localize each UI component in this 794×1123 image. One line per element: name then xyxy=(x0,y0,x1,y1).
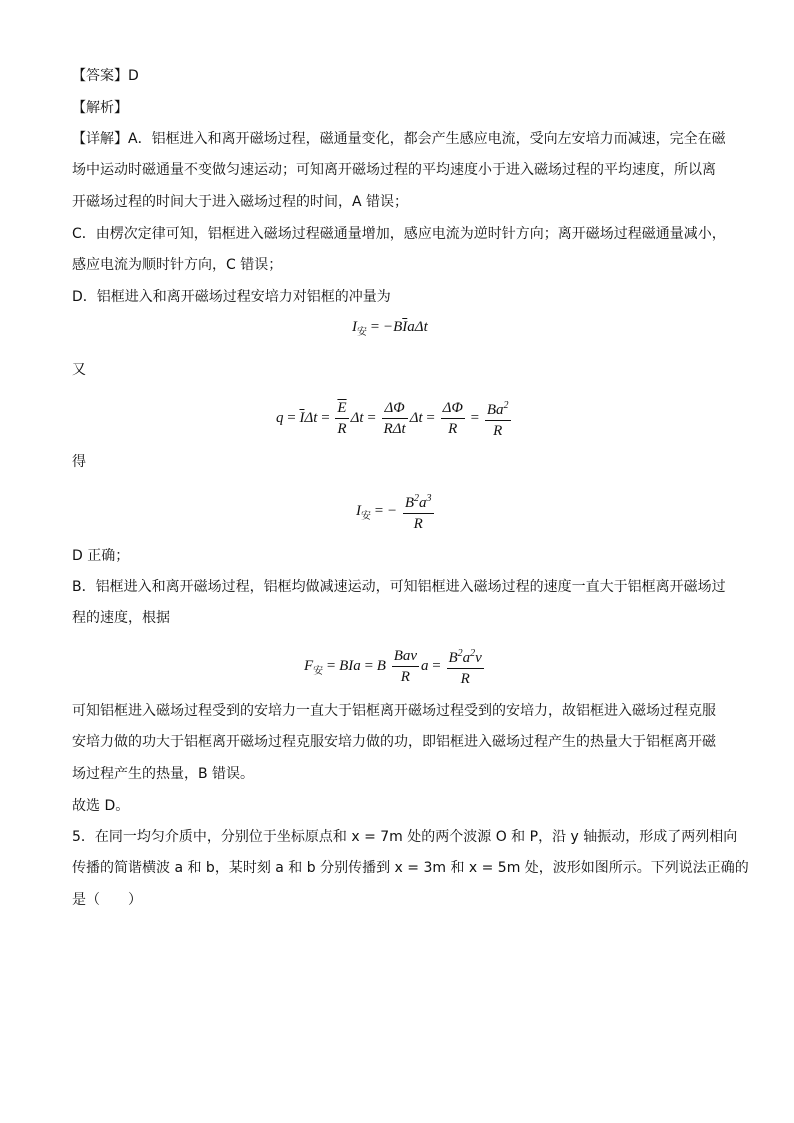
equation-impulse: $I_安 = -B\overline{I}a\Delta t$ xyxy=(352,319,428,338)
paragraph-line: 场过程产生的热量，B 错误。 xyxy=(72,766,255,782)
paragraph-line: 【详解】A．铝框进入和离开磁场过程，磁通量变化，都会产生感应电流，受向左安培力而减速，完全在磁 xyxy=(72,131,726,147)
paragraph-line: 程的速度，根据 xyxy=(72,610,170,626)
question-line: 传播的简谐横波 a 和 b，某时刻 a 和 b 分别传播到 x = 3m 和 x = 5m 处，波形如图所示。下列说法正确的 xyxy=(72,860,749,876)
paragraph-line: 得 xyxy=(72,454,86,470)
paragraph-line: 感应电流为顺时针方向，C 错误； xyxy=(72,257,283,273)
question-line: 5．在同一均匀介质中，分别位于坐标原点和 x = 7m 处的两个波源 O 和 P，沿 y 轴振动，形成了两列相向 xyxy=(72,829,738,845)
answer-line: 【答案】D xyxy=(72,68,139,84)
paragraph-line: 又 xyxy=(72,362,86,378)
paragraph-line: 故选 D。 xyxy=(72,798,130,814)
paragraph-line: 开磁场过程的时间大于进入磁场过程的时间，A 错误； xyxy=(72,194,409,210)
question-line: 是（ ） xyxy=(72,892,142,908)
paragraph-line: 场中运动时磁通量不变做匀速运动；可知离开磁场过程的平均速度小于进入磁场过程的平均速度，所以离 xyxy=(72,162,716,178)
paragraph-line: D 正确； xyxy=(72,548,130,564)
paragraph-line: 安培力做的功大于铝框离开磁场过程克服安培力做的功，即铝框进入磁场过程产生的热量大于铝框离开磁 xyxy=(72,734,716,750)
analysis-heading: 【解析】 xyxy=(72,100,128,116)
paragraph-line: D．铝框进入和离开磁场过程安培力对铝框的冲量为 xyxy=(72,289,391,305)
equation-charge: $q = \overline{I}\Delta t$ = $\frac{\overline{E}}{R}$ Δt = $\frac{\Delta\Phi}{\text{RΔt}}$ Δt = $\frac{\Delta\Phi}{R}$ = $\frac{Ba^2}{R}$ xyxy=(276,397,513,440)
paragraph-line: B．铝框进入和离开磁场过程，铝框均做减速运动，可知铝框进入磁场过程的速度一直大于铝框离开磁场过 xyxy=(72,579,726,595)
paragraph-line: 可知铝框进入磁场过程受到的安培力一直大于铝框离开磁场过程受到的安培力，故铝框进入磁场过程克服 xyxy=(72,703,716,719)
equation-force: $F_安$ = BIa = B $\frac{\text{Bav}}{R}$ a = $\frac{B^2a^2v}{R}$ xyxy=(304,645,486,688)
equation-impulse-result: $I_安$ = − $\frac{B^2a^3}{R}$ xyxy=(356,490,436,533)
paragraph-line: C．由楞次定律可知，铝框进入磁场过程磁通量增加，感应电流为逆时针方向；离开磁场过程磁通量减小， xyxy=(72,226,726,242)
